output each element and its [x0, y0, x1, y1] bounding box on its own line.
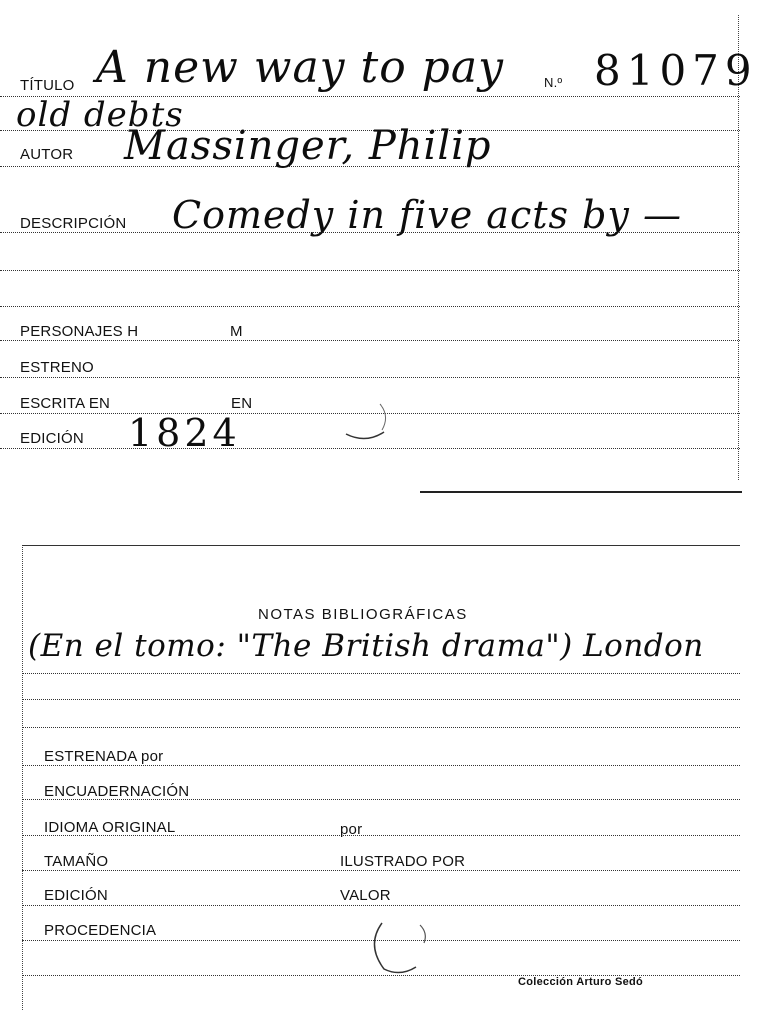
titulo-handwritten: A new way to pay [96, 42, 504, 93]
card-top-border [22, 545, 740, 546]
catalog-card-front [0, 0, 758, 495]
descripcion-label: DESCRIPCIÓN [20, 215, 127, 232]
edicion-label: EDICIÓN [20, 430, 84, 447]
escrita-en-label: EN [231, 395, 253, 412]
rule-line [0, 340, 740, 341]
idioma-por-label: por [340, 821, 363, 838]
escrita-label: ESCRITA EN [20, 395, 111, 412]
autor-label: AUTOR [20, 146, 74, 163]
rule-line [22, 870, 740, 871]
numero-handwritten: 81079 [594, 46, 758, 95]
idioma-label: IDIOMA ORIGINAL [44, 819, 176, 836]
titulo-handwritten-line2: old debts [16, 95, 184, 135]
procedencia-label: PROCEDENCIA [44, 922, 157, 939]
rule-line [22, 673, 740, 674]
notas-label: NOTAS BIBLIOGRÁFICAS [258, 606, 468, 623]
numero-label: N.º [544, 75, 563, 90]
rule-line [22, 699, 740, 700]
coleccion-caption: Colección Arturo Sedó [518, 976, 644, 988]
titulo-label: TÍTULO [20, 77, 75, 94]
personajes-label: PERSONAJES H [20, 323, 139, 340]
ilustrado-label: ILUSTRADO POR [340, 853, 466, 870]
punch-hole-mark [336, 396, 396, 446]
personajes-m-label: M [230, 323, 243, 340]
edicion-handwritten: 1824 [128, 411, 241, 455]
rule-line [22, 765, 740, 766]
rule-line [0, 448, 740, 449]
estrenada-label: ESTRENADA por [44, 748, 164, 765]
descripcion-handwritten: Comedy in five acts by — [172, 193, 682, 237]
autor-handwritten: Massinger, Philip [124, 123, 492, 169]
rule-line [22, 905, 740, 906]
rule-line [0, 270, 740, 271]
encuadernacion-label: ENCUADERNACIÓN [44, 783, 190, 800]
edicion-label: EDICIÓN [44, 887, 108, 904]
tamano-label: TAMAÑO [44, 853, 109, 870]
notas-handwritten: (En el tomo: "The British drama") London [28, 628, 704, 664]
rule-line [0, 306, 740, 307]
card-bottom-edge [420, 491, 742, 493]
valor-label: VALOR [340, 887, 391, 904]
catalog-card-back [18, 545, 742, 1015]
rule-line [22, 727, 740, 728]
rule-line [0, 377, 740, 378]
punch-hole-mark [364, 915, 434, 979]
estreno-label: ESTRENO [20, 359, 94, 376]
